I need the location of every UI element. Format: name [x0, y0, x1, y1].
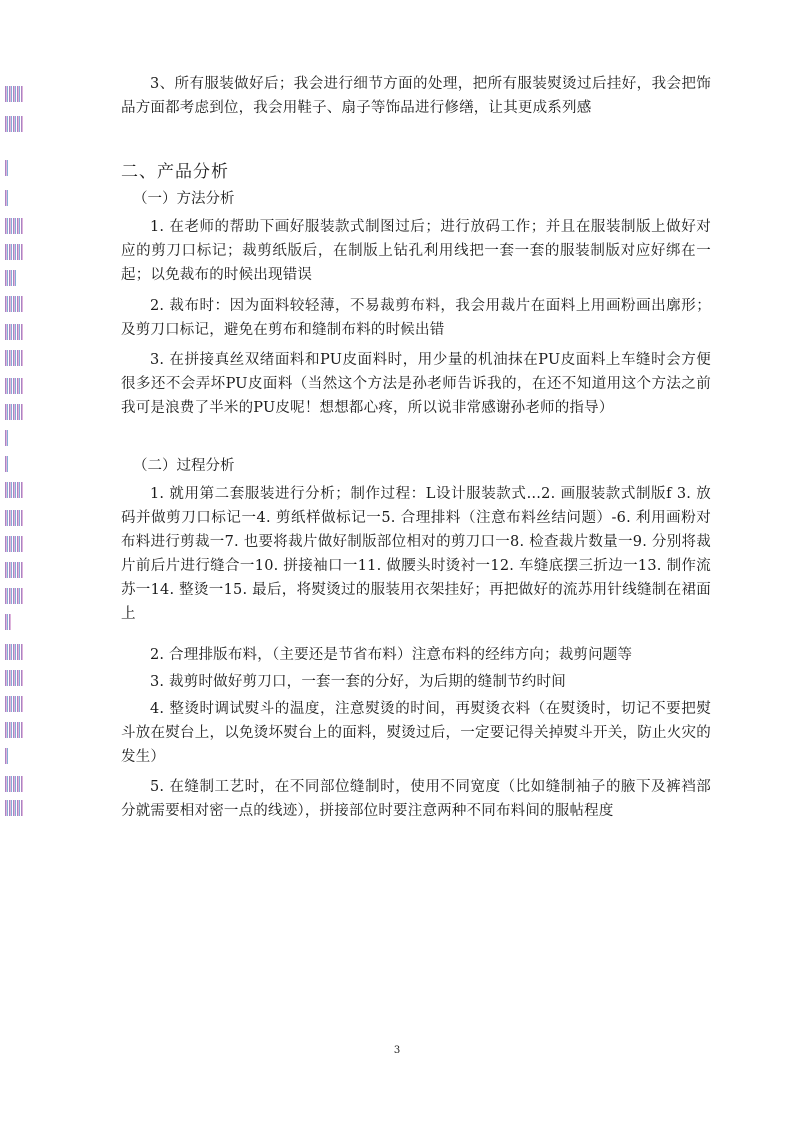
- margin-artifact: [5, 430, 8, 446]
- margin-artifact: [5, 378, 23, 394]
- margin-artifact: [5, 776, 23, 792]
- margin-artifact: [5, 350, 23, 366]
- margin-artifact: [5, 696, 23, 712]
- margin-artifact: [5, 404, 23, 420]
- margin-artifact: [5, 270, 17, 286]
- margin-artifact: [5, 296, 23, 312]
- paragraph-method-2: 2. 裁布时：因为面料较轻薄，不易裁剪布料，我会用裁片在面料上用画粉画出廓形；及剪刀口标记，避免在剪布和缝制布料的时候出错: [121, 298, 711, 338]
- margin-artifact: [5, 160, 9, 176]
- page-number: 3: [393, 1045, 401, 1056]
- paragraph-process-3: 3. 裁剪时做好剪刀口，一套一套的分好，为后期的缝制节约时间: [150, 674, 566, 690]
- margin-artifact: [5, 86, 23, 102]
- margin-artifact: [5, 536, 23, 552]
- paragraph-process-1: 1. 就用第二套服装进行分析；制作过程：L设计服装款式…2. 画服装款式制版f 3. 放码并做剪刀口标记一4. 剪纸样做标记一5. 合理排料（注意布料丝结问题）-6. 利用画粉对布料进行剪裁一7. 也要将裁片做好制版部位相对的剪刀口一8. 检查裁片数量一9. 分别将裁片前后片进行缝合一10. 拼接袖口一11. 做腰头时烫衬一12. 车缝底摆三折边一13. 制作流苏一14. 整烫一15. 最后，将熨烫过的服装用衣架挂好；再把做好的流苏用针线缝制在裙面上: [121, 486, 711, 622]
- margin-artifact: [5, 562, 23, 578]
- margin-artifact: [5, 800, 23, 816]
- subheading-process-analysis: （二）过程分析: [133, 458, 235, 474]
- margin-artifact: [5, 748, 9, 764]
- margin-artifact: [5, 116, 23, 132]
- paragraph-process-2: 2. 合理排版布料，（主要还是节省布料）注意布料的经纬方向；裁剪问题等: [150, 647, 633, 663]
- margin-artifact: [5, 482, 23, 498]
- margin-artifact: [5, 670, 23, 686]
- margin-artifact: [5, 190, 9, 206]
- margin-artifact: [5, 644, 23, 660]
- paragraph-process-4: 4. 整烫时调试熨斗的温度，注意熨烫的时间，再熨烫衣料（在熨烫时，切记不要把熨斗放在熨台上，以免烫坏熨台上的面料，熨烫过后，一定要记得关掉熨斗开关，防止火灾的发生）: [121, 701, 711, 765]
- subheading-method-analysis: （一）方法分析: [133, 191, 235, 207]
- margin-artifact: [5, 588, 23, 604]
- section-heading: 二、产品分析: [121, 162, 229, 182]
- paragraph-series-finishing: 3、所有服装做好后；我会进行细节方面的处理，把所有服装熨烫过后挂好，我会把饰品方面都考虑到位，我会用鞋子、扇子等饰品进行修缮，让其更成系列感: [121, 76, 711, 116]
- paragraph-method-1: 1. 在老师的帮助下画好服装款式制图过后；进行放码工作；并且在服装制版上做好对应的剪刀口标记；裁剪纸版后，在制版上钻孔利用线把一套一套的服装制版对应好绑在一起；以免裁布的时候出现错误: [121, 219, 711, 283]
- margin-artifact: [5, 456, 9, 472]
- margin-artifact: [5, 510, 23, 526]
- margin-artifact: [5, 614, 11, 630]
- paragraph-process-5: 5. 在缝制工艺时，在不同部位缝制时，使用不同宽度（比如缝制袖子的腋下及裤裆部分就需要相对密一点的线迹），拼接部位时要注意两种不同布料间的服帖程度: [121, 779, 711, 819]
- margin-artifact: [5, 218, 23, 234]
- paragraph-method-3: 3. 在拼接真丝双绪面料和PU皮面料时，用少量的机油抹在PU皮面料上车缝时会方便很多还不会弄坏PU皮面料（当然这个方法是孙老师告诉我的，在还不知道用这个方法之前我可是浪费了半米的PU皮呢！想想都心疼，所以说非常感谢孙老师的指导）: [121, 352, 711, 416]
- margin-artifact: [5, 324, 23, 340]
- margin-artifact: [5, 244, 23, 260]
- margin-artifact: [5, 722, 23, 738]
